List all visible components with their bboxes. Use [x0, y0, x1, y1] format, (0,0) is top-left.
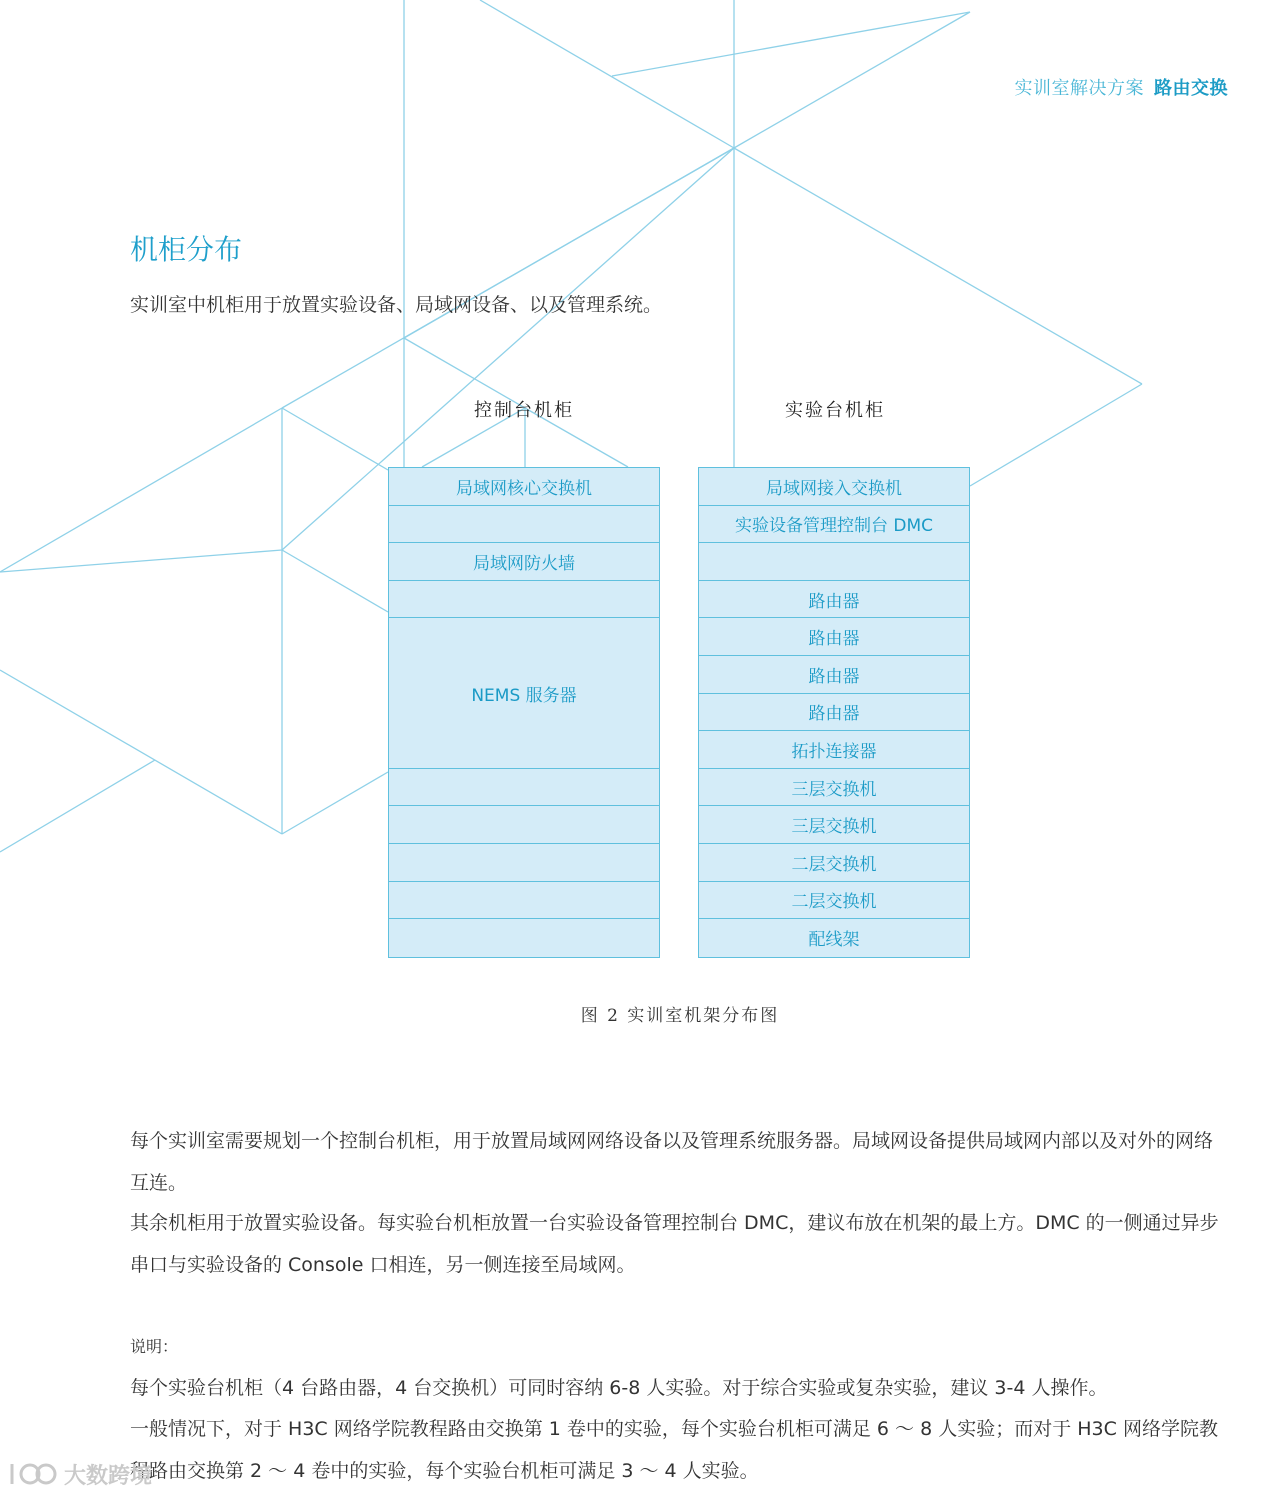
rack-slot: 路由器 — [699, 656, 969, 694]
intro-text: 实训室中机柜用于放置实验设备、局域网设备、以及管理系统。 — [130, 294, 663, 316]
rack-slot — [699, 543, 969, 581]
control-rack — [388, 467, 660, 958]
section-title: 机柜分布 — [130, 233, 243, 266]
rack-slot: 配线架 — [808, 930, 860, 951]
body-paragraph-2: 其余机柜用于放置实验设备。每实验台机柜放置一台实验设备管理控制台 DMC，建议布放在机架的最上方。DMC 的一侧通过异步串口与实验设备的 Console 口相连，另一侧连接至局域网。 — [130, 1212, 1219, 1276]
lab-rack-label: 实验台机柜 — [785, 400, 885, 421]
notes-label: 说明： — [130, 1337, 179, 1356]
rack-slot — [389, 506, 659, 544]
rack-slot — [389, 882, 659, 920]
rack-slot: 路由器 — [699, 581, 969, 619]
watermark-text: 大数跨境 — [64, 1463, 153, 1489]
watermark — [6, 1458, 152, 1490]
rack-slot: 局域网接入交换机 — [699, 468, 969, 506]
header-section: 实训室解决方案 — [1014, 78, 1144, 99]
header-breadcrumb — [1015, 74, 1229, 100]
body-paragraph-1: 每个实训室需要规划一个控制台机柜，用于放置局域网网络设备以及管理系统服务器。局域网设备提供局域网内部以及对外的网络互连。 — [130, 1130, 1214, 1194]
note-2: 一般情况下，对于 H3C 网络学院教程路由交换第 1 卷中的实验，每个实验台机柜可满足 6 ～ 8 人实验；而对于 H3C 网络学院教程路由交换第 2 ～ 4 卷中的实验，每个实验台机柜可满足 3 ～ 4 人实验。 — [130, 1418, 1218, 1482]
rack-slot — [389, 769, 659, 807]
rack-slot — [389, 581, 659, 619]
rack-slot — [389, 919, 659, 957]
rack-slot: 实验设备管理控制台 DMC — [699, 506, 969, 544]
rack-slot — [389, 844, 659, 882]
header-topic: 路由交换 — [1154, 78, 1228, 99]
rack-slot: NEMS 服务器 — [389, 618, 659, 768]
rack-slot: 三层交换机 — [699, 806, 969, 844]
rack-slot: 局域网防火墙 — [389, 543, 659, 581]
rack-slot: 二层交换机 — [699, 882, 969, 920]
control-rack-label: 控制台机柜 — [474, 400, 574, 421]
rack-slot: 二层交换机 — [699, 844, 969, 882]
watermark-logo-icon — [6, 1458, 58, 1490]
rack-slot: 局域网核心交换机 — [389, 468, 659, 506]
rack-slot: 路由器 — [699, 618, 969, 656]
rack-slot — [389, 806, 659, 844]
figure-caption: 图 2 实训室机架分布图 — [580, 1006, 780, 1026]
rack-slot: 三层交换机 — [699, 769, 969, 807]
lab-rack — [698, 467, 970, 958]
rack-slot: 路由器 — [699, 694, 969, 732]
rack-slot: 拓扑连接器 — [699, 731, 969, 769]
note-1: 每个实验台机柜（4 台路由器，4 台交换机）可同时容纳 6-8 人实验。对于综合实验或复杂实验，建议 3-4 人操作。 — [130, 1377, 1108, 1399]
